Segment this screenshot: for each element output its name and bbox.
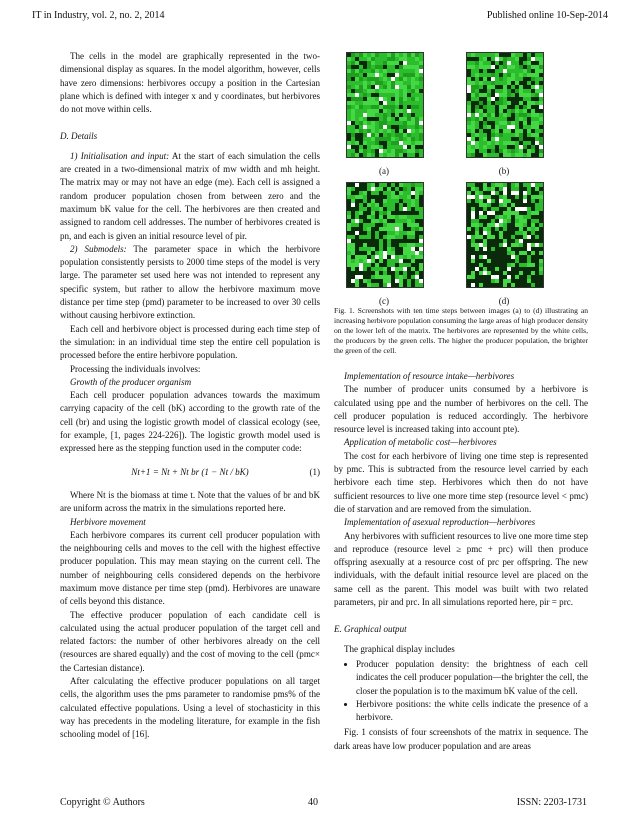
right-column	[334, 52, 588, 753]
paragraph: The cost for each herbivore of living one time step is represented by pmc. This is subtracted from the resource level carried by each herbivore each time step. Herbivores which then do not have sufficient resources to live one more time step (resource level < pmc) die of starvation and are removed from the simulation.	[334, 450, 588, 514]
figure-caption: Fig. 1. Screenshots with ten time steps between images (a) to (d) illustrating an increasing herbivore population consuming the large areas of high producer density on the lower left of the matrix. The herbivores are represented by the white cells, the producers by the green cells. The higher the producer population, the brighter the green of the cell.	[334, 306, 588, 355]
bullet-list	[334, 658, 588, 724]
list-item: • Producer population density: the brightness of each cell indicates the cell producer population—the brighter the cell, the closer the population is to the maximum bK value of the cell.	[356, 658, 588, 698]
figure-1	[334, 52, 588, 307]
screenshot-image-d	[466, 182, 544, 288]
paragraph: The cells in the model are graphically represented in the two-dimensional display as squares. In the model algorithm, however, cells have zero dimensions: herbivores occupy a position in the Cartesian plane which is defined with integer x and y coordinates, but herbivores do not move within cells.	[60, 51, 320, 115]
subheading-movement: Herbivore movement	[70, 516, 146, 527]
paragraph: Processing the individuals involves:	[70, 363, 201, 374]
panel-label: (d)	[498, 296, 510, 307]
panel-label: (b)	[498, 166, 510, 177]
subheading-cost: Application of metabolic cost—herbivores	[344, 437, 497, 448]
subsection-label: 1) Initialisation and input:	[70, 150, 170, 161]
paragraph: Each cell and herbivore object is processed during each time step of the simulation: in an individual time step the entire cell population is processed before the entire herbivore population.	[60, 323, 320, 361]
figure-panel-c	[346, 182, 422, 309]
screenshot-image-c	[346, 182, 424, 288]
section-heading-details: D. Details	[60, 131, 98, 142]
paragraph: Each herbivore compares its current cell producer population with the neighbouring cells and moves to the cell with the highest effective producer population. This may mean staying on the current cell. The number of neighbouring cells considered depends on the herbivore maximum move distance per time step (pmd). Herbivores are unaware of cells beyond this distance.	[60, 529, 320, 607]
paragraph: Where Nt is the biomass at time t. Note that the values of br and bK are uniform across the matrix in the simulations reported here.	[60, 489, 320, 514]
subheading-growth: Growth of the producer organism	[70, 376, 192, 387]
paragraph: After calculating the effective producer populations on all target cells, the algorithm uses the pms parameter to randomise pms% of the calculated effective populations. Using a level of stochasticity in this way has precedents in the modeling literature, for example in the fish schooling model of [16].	[60, 676, 320, 740]
figure-panel-d	[466, 182, 542, 309]
screenshot-image-a	[346, 52, 424, 158]
journal-header: IT in Industry, vol. 2, no. 2, 2014	[32, 10, 165, 21]
issn-footer: ISSN: 2203-1731	[516, 797, 587, 808]
paragraph: Fig. 1 consists of four screenshots of the matrix in sequence. The dark areas have low producer population and are areas	[334, 727, 588, 751]
paragraph-submodels: 2) Submodels: The parameter space in which the herbivore population consistently persists to 2000 time steps of the model is very large. The parameter set used here was not intended to represent any specific system, but rather to allow the herbivore maximum move distance per time step (pmd) parameter to be increased to over 30 cells without causing herbivore extinction.	[60, 243, 320, 321]
figure-panel-b	[466, 52, 542, 179]
subsection-label: 2) Submodels:	[70, 243, 127, 254]
equation	[60, 466, 320, 479]
equation-number: (1)	[309, 466, 320, 477]
copyright-footer: Copyright © Authors	[60, 797, 145, 808]
paragraph: The graphical display includes	[344, 643, 455, 654]
paragraph: Each cell producer population advances towards the maximum carrying capacity of the cell (bK) according to the growth rate of the cell (br) and using the logistic growth model of classical ecology (see, for example, [1, pages 224-226]). The logistic growth model used is expressed here as the stepping function used in the computer code:	[60, 390, 320, 454]
subheading-reproduction: Implementation of asexual reproduction—herbivores	[344, 517, 536, 528]
paragraph-init: 1) Initialisation and input: At the start of each simulation the cells are created in a two-dimensional matrix of mw width and mh height. The matrix may or may not have an edge (me). Each cell is assigned a random producer population chosen from between zero and the maximum bK value for the cell. The herbivores are then created and assigned to random cell addresses. The number of herbivores created is pn, and each is given an initial resource level of pir.	[60, 150, 321, 241]
paragraph: The number of producer units consumed by a herbivore is calculated using ppe and the number of herbivores on the cell. The cell producer population is reduced accordingly. The herbivore resource level is increased taking into account pte).	[334, 384, 588, 435]
subheading-intake: Implementation of resource intake—herbivores	[344, 371, 515, 381]
paragraph: The effective producer population of each candidate cell is calculated using the actual producer population of the target cell and related factors: the number of other herbivores already on the cell (resources are shared equally) and the cost of moving to the cell (pmc× the Cartesian distance).	[60, 609, 320, 673]
section-heading-graphical: E. Graphical output	[334, 624, 407, 635]
equation-body: Nt+1 = Nt + Nt br (1 − Nt / bK)	[131, 466, 249, 477]
page-number: 40	[308, 797, 318, 808]
panel-label: (a)	[379, 166, 389, 177]
figure-panel-a	[346, 52, 422, 179]
published-date: Published online 10-Sep-2014	[486, 10, 608, 21]
panel-label: (c)	[379, 296, 389, 307]
left-column	[60, 50, 320, 742]
screenshot-image-b	[466, 52, 544, 158]
paragraph: Any herbivores with sufficient resources to live one more time step and reproduce (resource level ≥ pmc + prc) will then produce offspring asexually at a resource cost of prc per offspring. The new individuals, with the default initial resource level are placed on the same cell as the parent. This model was built with two related parameters, pir and prc. In all simulations reported here, pir = prc.	[334, 530, 588, 608]
list-item: • Herbivore positions: the white cells indicate the presence of a herbivore.	[356, 698, 588, 725]
